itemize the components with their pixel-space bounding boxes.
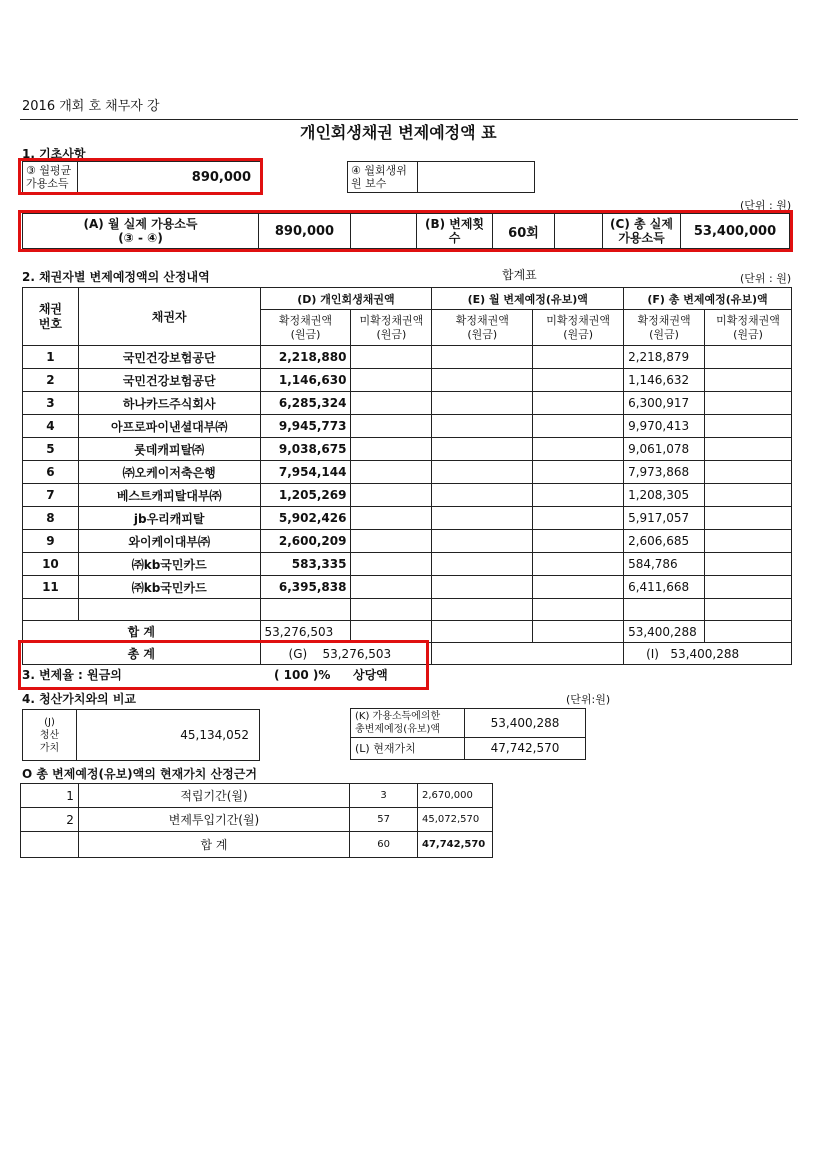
basis-row-amount: 45,072,570 [417, 808, 492, 832]
table-row [21, 808, 493, 832]
row-e-unconfirmed [533, 484, 624, 507]
row-e-confirmed [432, 346, 533, 369]
row-creditor: 국민건강보험공단 [78, 369, 260, 392]
row-creditor: 하나카드주식회사 [78, 392, 260, 415]
empty-cell [533, 599, 624, 621]
row-number: 11 [23, 576, 79, 599]
row-d-unconfirmed [351, 392, 432, 415]
living-label-line2: 원 보수 [351, 177, 387, 190]
j-label [23, 710, 77, 761]
e-unconfirmed-header [533, 310, 624, 346]
row-creditor: 와이케이대부㈜ [78, 530, 260, 553]
row-creditor: 아프로파이낸셜대부㈜ [78, 415, 260, 438]
row-d-unconfirmed [351, 484, 432, 507]
table-row [23, 553, 792, 576]
header-rule [20, 119, 798, 120]
table-row [23, 530, 792, 553]
row-f-confirmed: 7,973,868 [624, 461, 705, 484]
subtotal-e [432, 621, 533, 643]
highlight-box-total [18, 640, 429, 690]
present-value-basis-table [20, 783, 493, 858]
repayment-rate: ( 100 )% [274, 668, 331, 682]
d-confirmed-h1: 확정채권액 [278, 313, 333, 327]
monthly-income-label-line1: ③ 월평균 [26, 164, 72, 177]
subtotal-f-unconfirmed [705, 621, 792, 643]
row-d-confirmed: 583,335 [260, 553, 351, 576]
b-value: 60회 [493, 214, 555, 249]
row-f-confirmed: 1,208,305 [624, 484, 705, 507]
row-number: 3 [23, 392, 79, 415]
row-number: 9 [23, 530, 79, 553]
subtotal-label: 합 계 [23, 621, 261, 643]
row-d-unconfirmed [351, 346, 432, 369]
section4-heading: 4. 청산가치와의 비교 [22, 692, 137, 706]
row-creditor: 롯데캐피탈㈜ [78, 438, 260, 461]
row-e-confirmed [432, 576, 533, 599]
b-label-line2: 수 [448, 231, 461, 245]
total-e [432, 643, 624, 665]
d-unconfirmed-header [351, 310, 432, 346]
row-d-unconfirmed [351, 507, 432, 530]
row-e-unconfirmed [533, 369, 624, 392]
table-row [21, 784, 493, 808]
l-value: 47,742,570 [465, 737, 586, 759]
basis-row-label: 변제투입기간(월) [78, 808, 349, 832]
section1-unit: (단위 : 원) [740, 199, 792, 212]
row-d-confirmed: 7,954,144 [260, 461, 351, 484]
row-number: 2 [23, 369, 79, 392]
e-unconfirmed-h2: (원금) [563, 327, 594, 341]
j-label-line1: (J) [44, 716, 55, 728]
row-f-unconfirmed [705, 392, 792, 415]
empty-cell [260, 599, 351, 621]
empty-cell [23, 599, 79, 621]
row-e-confirmed [432, 415, 533, 438]
row-e-confirmed [432, 530, 533, 553]
summary-label: 합계표 [502, 268, 537, 282]
a-label-line1: (A) 월 실제 가용소득 [83, 217, 198, 231]
a-label-line2: (③ - ④) [118, 231, 163, 245]
row-creditor: 국민건강보험공단 [78, 346, 260, 369]
empty-cell [78, 599, 260, 621]
row-e-unconfirmed [533, 553, 624, 576]
k-label [351, 709, 465, 738]
creditor-table [22, 287, 792, 665]
liquidation-table [22, 709, 260, 761]
basis-row-amount: 2,670,000 [417, 784, 492, 808]
row-creditor: jb우리캐피탈 [78, 507, 260, 530]
empty-cell [432, 599, 533, 621]
row-d-confirmed: 9,945,773 [260, 415, 351, 438]
section2-heading: 2. 채권자별 변제예정액의 산정내역 [22, 270, 210, 284]
row-e-unconfirmed [533, 346, 624, 369]
row-e-confirmed [432, 461, 533, 484]
basis-row-months: 57 [350, 808, 418, 832]
living-expense-label [348, 162, 418, 193]
basis-row-number: 1 [21, 784, 79, 808]
row-f-unconfirmed [705, 415, 792, 438]
c-label-line2: 가용소득 [618, 231, 665, 245]
basis-total-months: 60 [350, 832, 418, 858]
monthly-income-label-line2: 가용소득 [26, 177, 69, 190]
row-number: 10 [23, 553, 79, 576]
row-d-confirmed: 5,902,426 [260, 507, 351, 530]
f-confirmed-h1: 확정채권액 [637, 313, 691, 327]
row-e-confirmed [432, 507, 533, 530]
f-unconfirmed-h1: 미확정채권액 [716, 313, 780, 327]
row-d-confirmed: 1,205,269 [260, 484, 351, 507]
table-row [23, 438, 792, 461]
row-d-confirmed: 2,218,880 [260, 346, 351, 369]
row-d-unconfirmed [351, 461, 432, 484]
living-expense-table [347, 161, 535, 193]
row-f-unconfirmed [705, 530, 792, 553]
total-label: 총 계 [23, 643, 261, 665]
col-f: (F) 총 변제예정(유보)액 [624, 288, 792, 310]
basis-total-row [21, 832, 493, 858]
e-confirmed-h1: 확정채권액 [455, 313, 509, 327]
row-f-confirmed: 2,218,879 [624, 346, 705, 369]
row-d-confirmed: 2,600,209 [260, 530, 351, 553]
row-d-unconfirmed [351, 415, 432, 438]
col-number-line1: 채권 [38, 301, 63, 316]
row-e-confirmed [432, 484, 533, 507]
b-label-line1: (B) 변제횟 [424, 217, 485, 231]
basis-total-empty [21, 832, 79, 858]
row-creditor: ㈜kb국민카드 [78, 576, 260, 599]
row-f-confirmed: 584,786 [624, 553, 705, 576]
table-row-empty [23, 599, 792, 621]
table-row [23, 346, 792, 369]
j-value: 45,134,052 [77, 710, 260, 761]
row-f-unconfirmed [705, 553, 792, 576]
row-e-confirmed [432, 553, 533, 576]
k-label-line1: (K) 가용소득에의한 [355, 710, 441, 722]
f-confirmed-h2: (원금) [649, 327, 679, 341]
living-expense-value [418, 162, 535, 193]
table-row [23, 484, 792, 507]
row-f-unconfirmed [705, 346, 792, 369]
col-d: (D) 개인회생채권액 [260, 288, 432, 310]
row-f-confirmed: 9,970,413 [624, 415, 705, 438]
row-d-confirmed: 6,395,838 [260, 576, 351, 599]
row-f-confirmed: 6,411,668 [624, 576, 705, 599]
d-unconfirmed-h2: (원금) [376, 327, 407, 341]
page-title: 개인회생채권 변제예정액 표 [300, 123, 497, 142]
col-number-line2: 번호 [38, 316, 63, 331]
row-number: 1 [23, 346, 79, 369]
repayment-suffix: 상당액 [353, 668, 388, 682]
col-creditor: 채권자 [78, 288, 260, 346]
empty-cell [351, 599, 432, 621]
c-value: 53,400,000 [681, 214, 790, 249]
row-e-confirmed [432, 438, 533, 461]
row-f-confirmed: 5,917,057 [624, 507, 705, 530]
total-g-label: (G) [288, 646, 308, 661]
f-confirmed-header [624, 310, 705, 346]
basis-total-label: 합 계 [78, 832, 349, 858]
basis-row-number: 2 [21, 808, 79, 832]
row-f-unconfirmed [705, 438, 792, 461]
row-d-confirmed: 1,146,630 [260, 369, 351, 392]
row-d-unconfirmed [351, 553, 432, 576]
row-d-unconfirmed [351, 576, 432, 599]
row-creditor: ㈜오케이저축은행 [78, 461, 260, 484]
f-unconfirmed-h2: (원금) [733, 327, 763, 341]
row-d-unconfirmed [351, 369, 432, 392]
section2-unit: (단위 : 원) [740, 272, 792, 285]
row-creditor: 베스트캐피탈대부㈜ [78, 484, 260, 507]
e-unconfirmed-h1: 미확정채권액 [546, 313, 610, 327]
basis-row-months: 3 [350, 784, 418, 808]
row-number: 4 [23, 415, 79, 438]
e-confirmed-h2: (원금) [467, 327, 498, 341]
table-row [23, 576, 792, 599]
k-value: 53,400,288 [465, 709, 586, 738]
table-row [23, 507, 792, 530]
subtotal-f: 53,400,288 [624, 621, 705, 643]
total-i-label: (I) [646, 646, 659, 661]
case-number: 2016 개회 호 채무자 강 [22, 99, 160, 114]
c-label-line1: (C) 총 실제 [610, 217, 673, 231]
section4-unit: (단위:원) [566, 693, 611, 706]
section1-heading: 1. 기초사항 [22, 147, 86, 161]
k-label-line2: 총변제예정(유보)액 [355, 723, 441, 735]
row-e-unconfirmed [533, 438, 624, 461]
row-number: 6 [23, 461, 79, 484]
d-confirmed-h2: (원금) [290, 327, 321, 341]
col-number [23, 288, 79, 346]
row-d-confirmed: 6,285,324 [260, 392, 351, 415]
row-f-unconfirmed [705, 369, 792, 392]
subtotal-e-unconfirmed [533, 621, 624, 643]
present-value-table [350, 708, 586, 760]
total-i [624, 643, 792, 665]
row-f-unconfirmed [705, 461, 792, 484]
empty-cell [705, 599, 792, 621]
highlight-box-summary [18, 210, 793, 252]
e-confirmed-header [432, 310, 533, 346]
section5-heading: O 총 변제예정(유보)액의 현재가치 산정근거 [22, 767, 257, 781]
j-label-line2: 청산 [39, 729, 60, 741]
basis-row-label: 적립기간(월) [78, 784, 349, 808]
basis-total-amount: 47,742,570 [417, 832, 492, 858]
empty-cell [624, 599, 705, 621]
table-row [23, 369, 792, 392]
l-label: (L) 현재가치 [351, 737, 465, 759]
row-e-unconfirmed [533, 461, 624, 484]
row-number: 7 [23, 484, 79, 507]
row-e-unconfirmed [533, 415, 624, 438]
j-label-line3: 가치 [39, 742, 60, 754]
row-e-unconfirmed [533, 392, 624, 415]
row-creditor: ㈜kb국민카드 [78, 553, 260, 576]
row-number: 8 [23, 507, 79, 530]
row-f-confirmed: 2,606,685 [624, 530, 705, 553]
f-unconfirmed-header [705, 310, 792, 346]
subtotal-d: 53,276,503 [260, 621, 351, 643]
row-f-confirmed: 6,300,917 [624, 392, 705, 415]
living-label-line1: ④ 월회생위 [351, 164, 407, 177]
row-number: 5 [23, 438, 79, 461]
row-f-unconfirmed [705, 484, 792, 507]
row-e-confirmed [432, 392, 533, 415]
row-e-unconfirmed [533, 507, 624, 530]
table-row [23, 392, 792, 415]
monthly-income-value: 890,000 [78, 162, 262, 193]
row-f-unconfirmed [705, 507, 792, 530]
row-f-confirmed: 1,146,632 [624, 369, 705, 392]
row-e-unconfirmed [533, 576, 624, 599]
row-d-unconfirmed [351, 530, 432, 553]
total-i-value: 53,400,288 [670, 646, 740, 661]
d-unconfirmed-h1: 미확정채권액 [359, 313, 424, 327]
row-f-confirmed: 9,061,078 [624, 438, 705, 461]
col-e: (E) 월 변제예정(유보)액 [432, 288, 624, 310]
section3-heading: 3. 변제율 : 원금의 [22, 668, 122, 682]
row-f-unconfirmed [705, 576, 792, 599]
d-confirmed-header [260, 310, 351, 346]
table-row [23, 461, 792, 484]
a-value: 890,000 [259, 214, 351, 249]
total-g-value: 53,276,503 [322, 646, 392, 661]
row-d-confirmed: 9,038,675 [260, 438, 351, 461]
row-d-unconfirmed [351, 438, 432, 461]
row-e-confirmed [432, 369, 533, 392]
row-e-unconfirmed [533, 530, 624, 553]
table-row [23, 415, 792, 438]
highlight-box-income [18, 158, 263, 195]
